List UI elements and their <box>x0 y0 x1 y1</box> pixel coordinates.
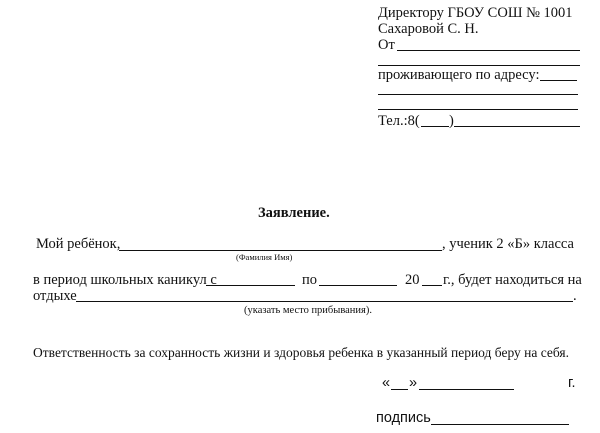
address-label: проживающего по адресу: <box>378 67 540 83</box>
date-open-quote: « <box>382 375 391 391</box>
name-hint: (Фамилия Имя) <box>236 252 293 262</box>
address-field-line-2[interactable] <box>378 94 578 95</box>
rest-suffix: . <box>573 288 577 304</box>
child-name-line[interactable] <box>119 250 442 251</box>
date-day-line[interactable] <box>391 389 408 390</box>
responsibility-text: Ответственность за сохранность жизни и здоровья ребенка в указанный период беру на себя. <box>33 345 570 360</box>
phone-label: Тел.:8( <box>378 113 420 129</box>
child-suffix: , ученик 2 «Б» класса <box>442 236 574 252</box>
period-suffix: г., будет находиться на <box>443 272 582 288</box>
period-prefix: в период школьных каникул с <box>33 272 217 288</box>
addressee-line-2: Сахаровой С. Н. <box>378 21 479 37</box>
date-month-line[interactable] <box>419 389 514 390</box>
period-from-line[interactable] <box>206 285 295 286</box>
period-year-line[interactable] <box>422 285 442 286</box>
phone-code-line[interactable] <box>421 126 449 127</box>
period-by-label: по <box>302 272 318 288</box>
period-year-prefix: 20 <box>405 272 420 288</box>
period-to-line[interactable] <box>319 285 397 286</box>
signature-label: подпись <box>376 410 431 426</box>
date-year-suffix: г. <box>568 375 576 391</box>
date-close-quote: » <box>409 375 418 391</box>
from-label: От <box>378 37 395 53</box>
address-field-line-3[interactable] <box>378 109 578 110</box>
from-field-line[interactable] <box>397 50 580 51</box>
addressee-line-1: Директору ГБОУ СОШ № 1001 <box>378 5 573 21</box>
place-hint: (указать место прибывания). <box>244 305 372 316</box>
document-title: Заявление. <box>258 205 330 221</box>
address-field-line[interactable] <box>540 80 577 81</box>
from-field-line-2[interactable] <box>378 65 580 66</box>
rest-prefix: отдыхе <box>33 288 77 304</box>
rest-place-line[interactable] <box>76 301 573 302</box>
child-prefix: Мой ребёнок, <box>36 236 121 252</box>
phone-close-paren: ) <box>449 113 454 129</box>
phone-number-line[interactable] <box>454 126 580 127</box>
signature-line[interactable] <box>431 424 569 425</box>
